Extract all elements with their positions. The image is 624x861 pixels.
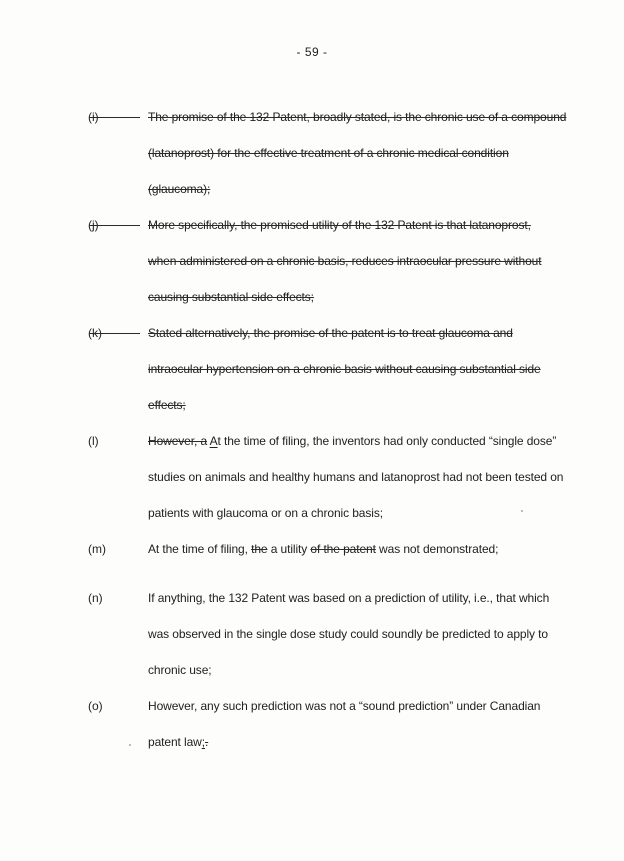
text-segment: patent law — [148, 735, 202, 749]
text-segment: intraocular hypertension on a chronic basis without causing substantial side — [148, 362, 541, 376]
text-line — [148, 724, 584, 760]
text-segment: The promise of the 132 Patent, broadly stated, is the chronic use of a compound — [148, 110, 567, 124]
text-segment: effects; — [148, 398, 186, 412]
paragraph — [88, 688, 584, 760]
text-segment: . — [204, 735, 209, 749]
paragraph-text — [148, 531, 584, 567]
paragraph-label: (o) — [88, 699, 103, 713]
text-segment: chronic use; — [148, 663, 212, 677]
text-segment: the — [251, 542, 268, 556]
paragraph — [88, 423, 584, 531]
text-segment: was not demonstrated; — [375, 542, 499, 556]
paragraph-label: (n) — [88, 591, 103, 605]
paragraph-label: (j) — [88, 207, 148, 243]
text-line — [148, 459, 584, 495]
text-line — [148, 495, 584, 531]
text-segment: If anything, the 132 Patent was based on a prediction of utility, i.e., that which — [148, 591, 550, 605]
paragraph — [88, 531, 584, 567]
paragraph-text — [148, 688, 584, 760]
text-line — [148, 531, 584, 567]
text-line — [148, 279, 584, 315]
paragraph-label: (m) — [88, 542, 106, 556]
paragraph-label: (i) — [88, 99, 148, 135]
paragraph — [88, 99, 584, 207]
paragraph-text — [148, 207, 584, 315]
text-segment: when administered on a chronic basis, reduces intraocular pressure without — [148, 254, 542, 268]
paragraph — [88, 207, 584, 315]
paragraph-text — [148, 315, 584, 423]
text-segment: a utility — [267, 542, 311, 556]
scan-artifact-dot — [521, 510, 523, 512]
text-segment: More specifically, the promised utility of the 132 Patent is that latanoprost, — [148, 218, 531, 232]
text-line — [148, 616, 584, 652]
text-segment: However, a — [148, 434, 208, 448]
text-line — [148, 387, 584, 423]
text-line — [148, 171, 584, 207]
text-segment: A — [209, 434, 218, 448]
paragraph — [88, 580, 584, 688]
text-segment: causing substantial side effects; — [148, 290, 314, 304]
text-line — [148, 580, 584, 616]
text-line — [148, 652, 584, 688]
text-segment: (latanoprost) for the effective treatment of a chronic medical condition — [148, 146, 509, 160]
text-segment: However, any such prediction was not a “sound prediction” under Canadian — [148, 699, 541, 713]
paragraph-text — [148, 580, 584, 688]
paragraph-text — [148, 423, 584, 531]
text-line — [148, 688, 584, 724]
text-segment: ; — [201, 735, 205, 749]
paragraph-label: (k) — [88, 315, 148, 351]
paragraph-label: (l) — [88, 434, 99, 448]
text-line — [148, 423, 584, 459]
text-segment: Stated alternatively, the promise of the patent is to treat glaucoma and — [148, 326, 513, 340]
text-line — [148, 99, 584, 135]
text-line — [148, 135, 584, 171]
text-segment: studies on animals and healthy humans and latanoprost had not been tested on — [148, 470, 564, 484]
paragraph — [88, 315, 584, 423]
text-segment: At the time of filing, — [148, 542, 252, 556]
text-line — [148, 315, 584, 351]
text-segment: t the time of filing, the inventors had only conducted “single dose” — [217, 434, 557, 448]
text-line — [148, 243, 584, 279]
paragraph-list — [88, 99, 584, 760]
text-line — [148, 207, 584, 243]
scan-artifact-dot — [129, 744, 131, 746]
paragraph-text — [148, 99, 584, 207]
text-segment: of the patent — [310, 542, 376, 556]
text-segment: patients with glaucoma or on a chronic basis; — [148, 506, 383, 520]
text-segment: (glaucoma); — [148, 182, 211, 196]
text-segment: was observed in the single dose study could soundly be predicted to apply to — [148, 627, 548, 641]
page-number: - 59 - — [296, 45, 328, 59]
text-line — [148, 351, 584, 387]
